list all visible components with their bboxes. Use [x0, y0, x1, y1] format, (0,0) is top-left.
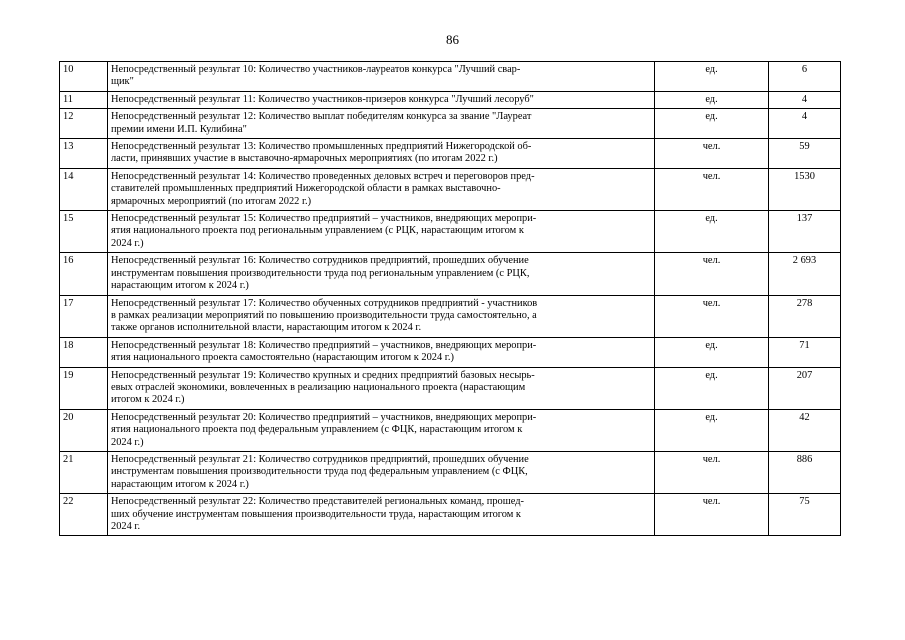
table-row: [60, 211, 841, 253]
value-cell: [769, 451, 841, 493]
unit-cell-text: ед.: [705, 339, 718, 351]
row-number-cell: [60, 109, 108, 139]
row-number-cell: [60, 91, 108, 108]
result-description-cell-text: Непосредственный результат 19: Количество крупных и средних предприятий базовых несырь- евых отраслей экономики, вовлеченных в реализацию национального проекта (нарастающим итогом к 2024 г.): [111, 369, 535, 406]
unit-cell-text: чел.: [702, 141, 721, 153]
row-number-cell-text: 21: [63, 453, 74, 465]
row-number-cell: [60, 367, 108, 409]
value-cell-text: 71: [799, 339, 810, 351]
row-number-cell-text: 19: [63, 369, 74, 381]
row-number-cell: [60, 337, 108, 367]
unit-cell: [655, 295, 769, 337]
table-row: [60, 62, 841, 92]
unit-cell-text: чел.: [702, 255, 721, 267]
unit-cell-text: ед.: [705, 369, 718, 381]
unit-cell: [655, 139, 769, 169]
unit-cell-text: чел.: [702, 297, 721, 309]
value-cell: [769, 109, 841, 139]
unit-cell-text: ед.: [705, 111, 718, 123]
row-number-cell: [60, 295, 108, 337]
result-description-cell-text: Непосредственный результат 11: Количество участников-призеров конкурса "Лучший лесоруб": [111, 93, 534, 105]
value-cell: [769, 211, 841, 253]
row-number-cell-text: 14: [63, 170, 74, 182]
row-number-cell: [60, 253, 108, 295]
result-description-cell-text: Непосредственный результат 15: Количество предприятий – участников, внедряющих меропри- ятия национального проекта под региональным управлением (с РЦК, нарастающим итогом к 2024 г.): [111, 213, 537, 249]
value-cell-text: 42: [799, 411, 810, 423]
table-row: [60, 253, 841, 295]
row-number-cell-text: 10: [63, 64, 74, 75]
unit-cell-text: чел.: [702, 170, 721, 182]
value-cell: [769, 367, 841, 409]
results-table-body: [60, 62, 841, 536]
row-number-cell: [60, 211, 108, 253]
row-number-cell-text: 22: [63, 496, 74, 508]
value-cell-text: 59: [799, 141, 810, 153]
result-description-cell-text: Непосредственный результат 10: Количество участников-лауреатов конкурса "Лучший свар- щик": [111, 64, 521, 88]
table-row: [60, 168, 841, 210]
value-cell-text: 886: [796, 453, 813, 465]
table-row: [60, 337, 841, 367]
unit-cell: [655, 337, 769, 367]
row-number-cell: [60, 409, 108, 451]
result-description-cell-text: Непосредственный результат 20: Количество предприятий – участников, внедряющих меропри- ятия национального проекта под федеральным управлением (с ФЦК, нарастающим итогом к 2024 г.): [111, 411, 537, 448]
unit-cell: [655, 91, 769, 108]
value-cell: [769, 168, 841, 210]
result-description-cell: [108, 139, 655, 169]
value-cell-text: 4: [801, 111, 808, 123]
unit-cell: [655, 409, 769, 451]
row-number-cell: [60, 494, 108, 536]
result-description-cell-text: Непосредственный результат 22: Количество представителей региональных команд, прошед- ших обучение инструментам повышения производительности труда, нарастающим итогом к 2024 г.: [111, 496, 524, 532]
value-cell-text: 4: [801, 93, 808, 105]
row-number-cell-text: 11: [63, 93, 74, 105]
unit-cell-text: чел.: [702, 453, 721, 465]
unit-cell: [655, 451, 769, 493]
row-number-cell-text: 20: [63, 411, 74, 423]
table-row: [60, 367, 841, 409]
value-cell: [769, 494, 841, 536]
unit-cell-text: ед.: [705, 411, 718, 423]
row-number-cell-text: 17: [63, 297, 74, 309]
table-row: [60, 494, 841, 536]
result-description-cell-text: Непосредственный результат 14: Количество проведенных деловых встреч и переговоров пред- ставителей промышленных предприятий Нижегородской области в рамках выставочно- ярмарочных мероприятий (по итогам 2022 г.): [111, 170, 535, 207]
table-row: [60, 451, 841, 493]
page-number: 86: [446, 32, 459, 47]
value-cell: [769, 253, 841, 295]
unit-cell: [655, 211, 769, 253]
result-description-cell: [108, 91, 655, 108]
unit-cell-text: ед.: [705, 93, 718, 105]
value-cell: [769, 295, 841, 337]
result-description-cell: [108, 253, 655, 295]
result-description-cell-text: Непосредственный результат 12: Количество выплат победителям конкурса за звание "Лауреат премии имени И.П. Кулибина": [111, 111, 532, 135]
unit-cell: [655, 494, 769, 536]
value-cell: [769, 337, 841, 367]
table-row: [60, 109, 841, 139]
value-cell-text: 2 693: [792, 255, 817, 267]
value-cell-text: 6: [801, 64, 808, 75]
table-row: [60, 139, 841, 169]
unit-cell: [655, 253, 769, 295]
unit-cell-text: чел.: [702, 496, 721, 508]
unit-cell: [655, 367, 769, 409]
table-row: [60, 409, 841, 451]
value-cell: [769, 62, 841, 92]
row-number-cell: [60, 139, 108, 169]
result-description-cell: [108, 168, 655, 210]
value-cell-text: 75: [799, 496, 810, 508]
result-description-cell-text: Непосредственный результат 18: Количество предприятий – участников, внедряющих меропри- ятия национального проекта самостоятельно (нарастающим итогом к 2024 г.): [111, 339, 537, 364]
value-cell-text: 278: [796, 297, 813, 309]
row-number-cell-text: 16: [63, 255, 74, 267]
row-number-cell: [60, 168, 108, 210]
result-description-cell-text: Непосредственный результат 17: Количество обученных сотрудников предприятий - участников в рамках реализации мероприятий по повышению производительности труда самостоятельно, а также органов исполнительной власти, нарастающим итогом к 2024 г.: [111, 297, 538, 334]
table-row: [60, 91, 841, 108]
value-cell: [769, 91, 841, 108]
result-description-cell-text: Непосредственный результат 13: Количество промышленных предприятий Нижегородской об- ласти, принявших участие в выставочно-ярмарочных мероприятиях (по итогам 2022 г.): [111, 141, 532, 165]
unit-cell: [655, 62, 769, 92]
row-number-cell: [60, 62, 108, 92]
result-description-cell: [108, 367, 655, 409]
value-cell-text: 137: [796, 213, 813, 225]
result-description-cell: [108, 451, 655, 493]
result-description-cell: [108, 211, 655, 253]
result-description-cell-text: Непосредственный результат 16: Количество сотрудников предприятий, прошедших обучение инструментам повышения производительности труда под региональным управлением (с РЦК, нарастающим итогом к 2024 г.): [111, 255, 530, 292]
unit-cell: [655, 109, 769, 139]
unit-cell-text: ед.: [705, 213, 718, 225]
result-description-cell: [108, 295, 655, 337]
value-cell: [769, 409, 841, 451]
unit-cell: [655, 168, 769, 210]
result-description-cell: [108, 494, 655, 536]
result-description-cell-text: Непосредственный результат 21: Количество сотрудников предприятий, прошедших обучение инструментам повышения производительности труда под федеральным управлением (с ФЦК, нарастающим итогом к 2024 г.): [111, 453, 529, 490]
value-cell-text: 207: [796, 369, 813, 381]
row-number-cell-text: 18: [63, 339, 74, 351]
result-description-cell: [108, 62, 655, 92]
row-number-cell-text: 12: [63, 111, 74, 123]
table-row: [60, 295, 841, 337]
value-cell: [769, 139, 841, 169]
row-number-cell-text: 15: [63, 213, 74, 225]
result-description-cell: [108, 409, 655, 451]
row-number-cell: [60, 451, 108, 493]
value-cell-text: 1530: [794, 170, 815, 182]
result-description-cell: [108, 337, 655, 367]
row-number-cell-text: 13: [63, 141, 74, 153]
unit-cell-text: ед.: [705, 64, 718, 75]
result-description-cell: [108, 109, 655, 139]
results-table: [59, 61, 841, 536]
